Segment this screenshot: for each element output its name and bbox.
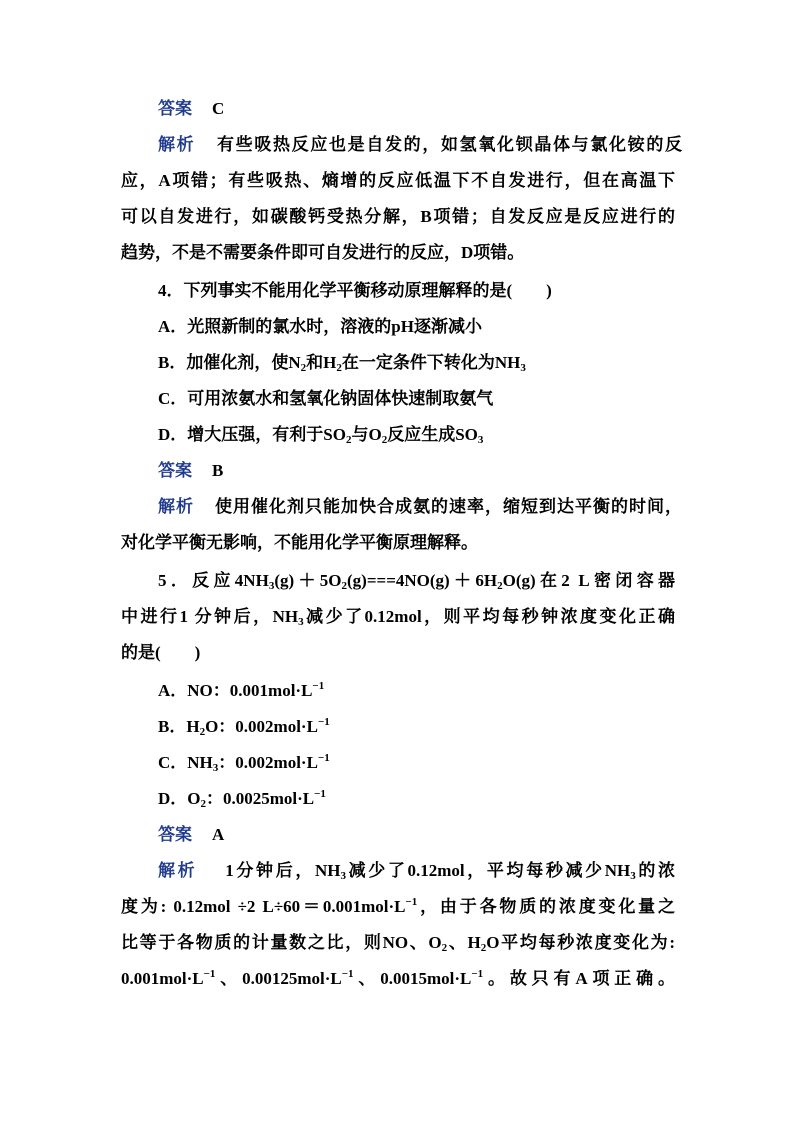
q5-an-text-5: ，由于各物质的浓度变化量之: [417, 897, 676, 916]
q4-option-c: C．可用浓氨水和氢氧化钠固体快速制取氨气: [158, 389, 494, 408]
q5-an-text-3: 的浓: [635, 861, 676, 880]
q4-b-text-3: 在一定条件下转化为NH: [341, 353, 521, 372]
q4-d-sub-3: 3: [477, 434, 484, 446]
q5-option-d: [158, 788, 718, 810]
answer-label: 答案: [158, 99, 192, 118]
q5-an-text-4: 度为: 0.12mol ÷2 L÷60＝0.001mol·L: [121, 897, 406, 916]
q5-analysis-line-3: [121, 932, 675, 954]
q5-an-sub-1: 3: [340, 870, 346, 882]
q4-b-sub-1: 2: [300, 362, 307, 374]
analysis-label: 解析: [158, 135, 196, 154]
q5-d-text-1: D．O: [158, 789, 201, 808]
q5-d-sup: −1: [314, 788, 326, 800]
q4-b-sub-3: 3: [520, 362, 526, 374]
q4-d-text-1: D．增大压强，有利于SO: [158, 425, 346, 444]
q5-answer-line: [158, 824, 718, 846]
q5-an-text-7: 、H: [447, 933, 481, 952]
q4-b-text-2: 和H: [306, 353, 337, 372]
q3-analysis-line-4: 趋势，不是不需要条件即可自发进行的反应，D项错。: [121, 243, 525, 262]
q5-b-text-2: O：0.002mol·L: [205, 717, 318, 736]
q5-analysis-line-2: [121, 896, 675, 918]
q4-answer: B: [212, 461, 224, 480]
q3-analysis-line-2: 应，A项错；有些吸热、熵增的反应低温下不自发进行，但在高温下: [121, 171, 675, 190]
q5-stem-text-3: (g)===4NO(g)＋6H: [347, 571, 498, 590]
answer-label: 答案: [158, 825, 192, 844]
q3-analysis-line-3: 可以自发进行，如碳酸钙受热分解，B项错；自发反应是反应进行的: [121, 207, 675, 226]
q4-d-text-2: 与O: [351, 425, 382, 444]
q5-option-c: [158, 752, 718, 774]
q5-c-text-1: C．NH: [158, 753, 213, 772]
q5-stem-text-2: (g)＋5O: [274, 571, 342, 590]
q5-option-b: [158, 716, 718, 738]
q5-an-text-12: 。故只有A项正确。: [483, 969, 675, 988]
q5-stem-text-1: 5．反应4NH: [158, 571, 269, 590]
q5-an-sub-2: 3: [630, 870, 636, 882]
q5-b-text-1: B．H: [158, 717, 200, 736]
q5-an-text-10: 、0.00125mol·L: [215, 969, 342, 988]
analysis-label: 解析: [158, 497, 194, 516]
q5-an-text-8: O平均每秒浓度变化为:: [486, 933, 675, 952]
q5-stem-close: ): [194, 643, 201, 662]
q3-analysis-line-1: [158, 134, 682, 156]
q4-analysis-line-2: 对化学平衡无影响，不能用化学平衡原理解释。: [121, 533, 478, 552]
q5-option-a: [158, 680, 718, 702]
q5-an-text-11: 、0.0015mol·L: [353, 969, 472, 988]
q5-stem-line-3: [121, 642, 681, 664]
q5-an-sup-1: −1: [405, 896, 418, 908]
q4-option-b: [158, 352, 718, 374]
q4-analysis-line-1: [158, 496, 682, 518]
q4-b-sub-2: 2: [336, 362, 342, 374]
q5-c-text-2: ：0.002mol·L: [218, 753, 318, 772]
q5-stem-text-7: 的是(: [121, 643, 161, 662]
q4-d-sub-2: 2: [381, 434, 388, 446]
q5-an-text-6: 比等于各物质的计量数之比，则NO、O: [121, 933, 442, 952]
q5-an-text-2: 减少了0.12mol，平均每秒减少NH: [345, 861, 631, 880]
q5-stem-sub-4: 3: [298, 616, 304, 628]
q3-analysis-text-1: 有些吸热反应也是自发的，如氢氧化钡晶体与氯化铵的反: [215, 135, 683, 154]
q4-stem-text: 4．下列事实不能用化学平衡移动原理解释的是(: [158, 281, 513, 300]
q4-d-text-3: 反应生成SO: [387, 425, 478, 444]
q5-an-sub-4: 2: [480, 942, 487, 954]
q5-b-sup: −1: [317, 716, 330, 728]
q4-analysis-text-1: 使用催化剂只能加快合成氨的速率，缩短到达平衡的时间，: [214, 497, 682, 516]
q5-stem-text-5: 中进行1 分钟后，NH: [121, 607, 299, 626]
q4-option-d: [158, 424, 718, 446]
q5-c-sub: 3: [212, 762, 219, 774]
analysis-label: 解析: [158, 861, 198, 880]
q5-stem-text-6: 减少了0.12mol，则平均每秒钟浓度变化正确: [303, 607, 675, 626]
q5-d-text-2: ：0.0025mol·L: [206, 789, 315, 808]
q5-stem-line-2: [121, 606, 675, 628]
q4-d-sub-1: 2: [345, 434, 352, 446]
q5-stem-sub-1: 3: [268, 580, 275, 592]
q5-stem-sub-3: 2: [497, 580, 503, 592]
q5-an-sub-3: 2: [441, 942, 448, 954]
q5-an-sup-2: −1: [203, 968, 216, 980]
q5-a-text: A．NO：0.001mol·L: [158, 681, 313, 700]
q5-an-sup-4: −1: [471, 968, 484, 980]
q5-an-text-1: 1分钟后，NH: [225, 861, 341, 880]
q4-b-text-1: B．加催化剂，使N: [158, 353, 301, 372]
q4-stem: [158, 280, 718, 302]
q5-an-sup-3: −1: [341, 968, 354, 980]
q5-stem-sub-2: 2: [341, 580, 348, 592]
q5-an-text-9: 0.001mol·L: [121, 969, 204, 988]
q5-analysis-line-4: [121, 968, 675, 990]
q5-stem-text-4: O(g)在2 L密闭容器: [502, 571, 676, 590]
q5-b-sub: 2: [199, 726, 206, 738]
q4-stem-close: ): [546, 281, 552, 300]
q5-a-sup: −1: [312, 680, 325, 692]
q3-answer: C: [212, 99, 225, 118]
q5-answer: A: [212, 825, 225, 844]
q5-d-sub: 2: [200, 798, 206, 810]
q4-answer-line: [158, 460, 718, 482]
q5-analysis-line-1: [158, 860, 675, 882]
q4-option-a: A．光照新制的氯水时，溶液的pH逐渐减小: [158, 317, 482, 336]
answer-label: 答案: [158, 461, 192, 480]
q3-answer-line: [158, 98, 718, 120]
q5-stem-line-1: [158, 570, 675, 592]
q5-c-sup: −1: [317, 752, 330, 764]
